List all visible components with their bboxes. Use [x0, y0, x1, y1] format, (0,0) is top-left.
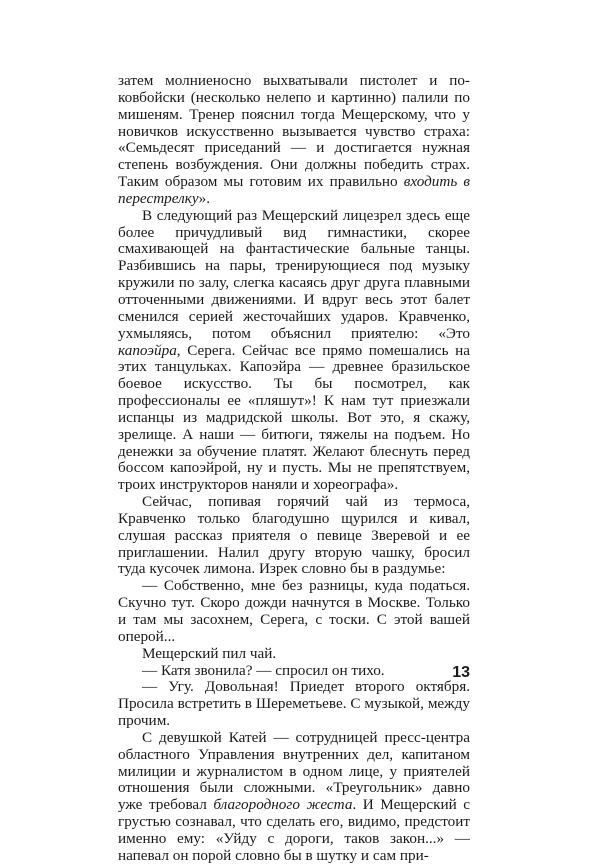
paragraph-3-text: Сейчас, попивая горячий чай из термоса, Кравченко только благодушно щурился и кивал, слушая рассказ приятеля о певице Зверевой и ее приглашении. Налил другу вторую чашку, бросил туда кусочек лимона. Изрек словно бы в раздумье: [118, 493, 470, 578]
paragraph-2 [118, 208, 470, 494]
paragraph-1-text-a: затем молниеносно выхватывали пистолет и по-ковбойски (несколько нелепо и картинно) палили по мишеням. Тренер пояснил тогда Мещерскому, что у новичков искусственно вызывается чувство страха: «Семьдесят приседаний — и достигается нужная степень возбуждения. Они должны победить страх. Таким образом мы готовим их правильно [118, 72, 470, 191]
paragraph-2-text-a: В следующий раз Мещерский лицезрел здесь еще более причудливый вид гимнастики, скорее смахивающей на фантастические бальные танцы. Разбившись на пары, тренирующиеся под музыку кружили по залу, слегка касаясь друг друга плавными отточенными движениями. И вдруг весь этот балет сменился серией жесточайших ударов. Кравченко, ухмыляясь, потом объяснил приятелю: «Это [118, 206, 470, 342]
paragraph-5-text: Мещерский пил чай. [142, 644, 277, 662]
paragraph-8 [118, 730, 470, 865]
paragraph-8-text-a: С девушкой Катей — сотрудницей пресс-центра областного Управления внутренних дел, капитаном милиции и журналистом в одном лице, у приятелей отношения были сложными. «Треугольник» давно уже требовал [118, 728, 470, 814]
paragraph-1 [118, 73, 470, 208]
paragraph-7-dialogue [118, 679, 470, 730]
paragraph-2-italic-phrase: капоэйра [118, 341, 177, 359]
paragraph-4-dialogue [118, 578, 470, 645]
paragraph-6-dialogue [118, 663, 470, 680]
paragraph-4-text: — Собственно, мне без разницы, куда податься. Скучно тут. Скоро дожди начнутся в Москве. Только и там мы засохнем, Серега, с тоски. С этой вашей оперой... [118, 577, 470, 645]
page-number: 13 [452, 664, 470, 681]
page-body-text [118, 73, 470, 865]
paragraph-6-text: — Катя звонила? — спросил он тихо. [142, 661, 385, 679]
paragraph-3 [118, 494, 470, 578]
paragraph-8-text-b: . И Мещерский с грустью сознавал, что сделать его, видимо, предстоит именно ему: «Уйду с дороги, таков закон...» — напевал он порой словно бы в шутку и сам при- [118, 796, 470, 864]
paragraph-1-text-b: ». [198, 189, 210, 207]
paragraph-7-text: — Угу. Довольная! Приедет второго октября. Просила встретить в Шереметьеве. С музыкой, между прочим. [118, 678, 470, 730]
paragraph-5 [118, 646, 470, 663]
paragraph-2-text-b: , Серега. Сейчас все прямо помешались на этих танцульках. Капоэйра — древнее бразильское боевое искусство. Ты бы посмотрел, как профессионалы ее «пляшут»! К нам тут приезжали испанцы из мадридской школы. Вот это, я скажу, зрелище. А наши — битюги, тяжелы на подъем. Но денежки за обучение платят. Желают блеснуть перед боссом капоэйрой, ну и пусть. Мы не препятствуем, троих инструкторов наняли и хореографа». [118, 341, 470, 494]
paragraph-8-italic-phrase: благородного жеста [213, 796, 353, 814]
paragraph-1-italic-phrase: входить в перестрелку [118, 173, 470, 207]
